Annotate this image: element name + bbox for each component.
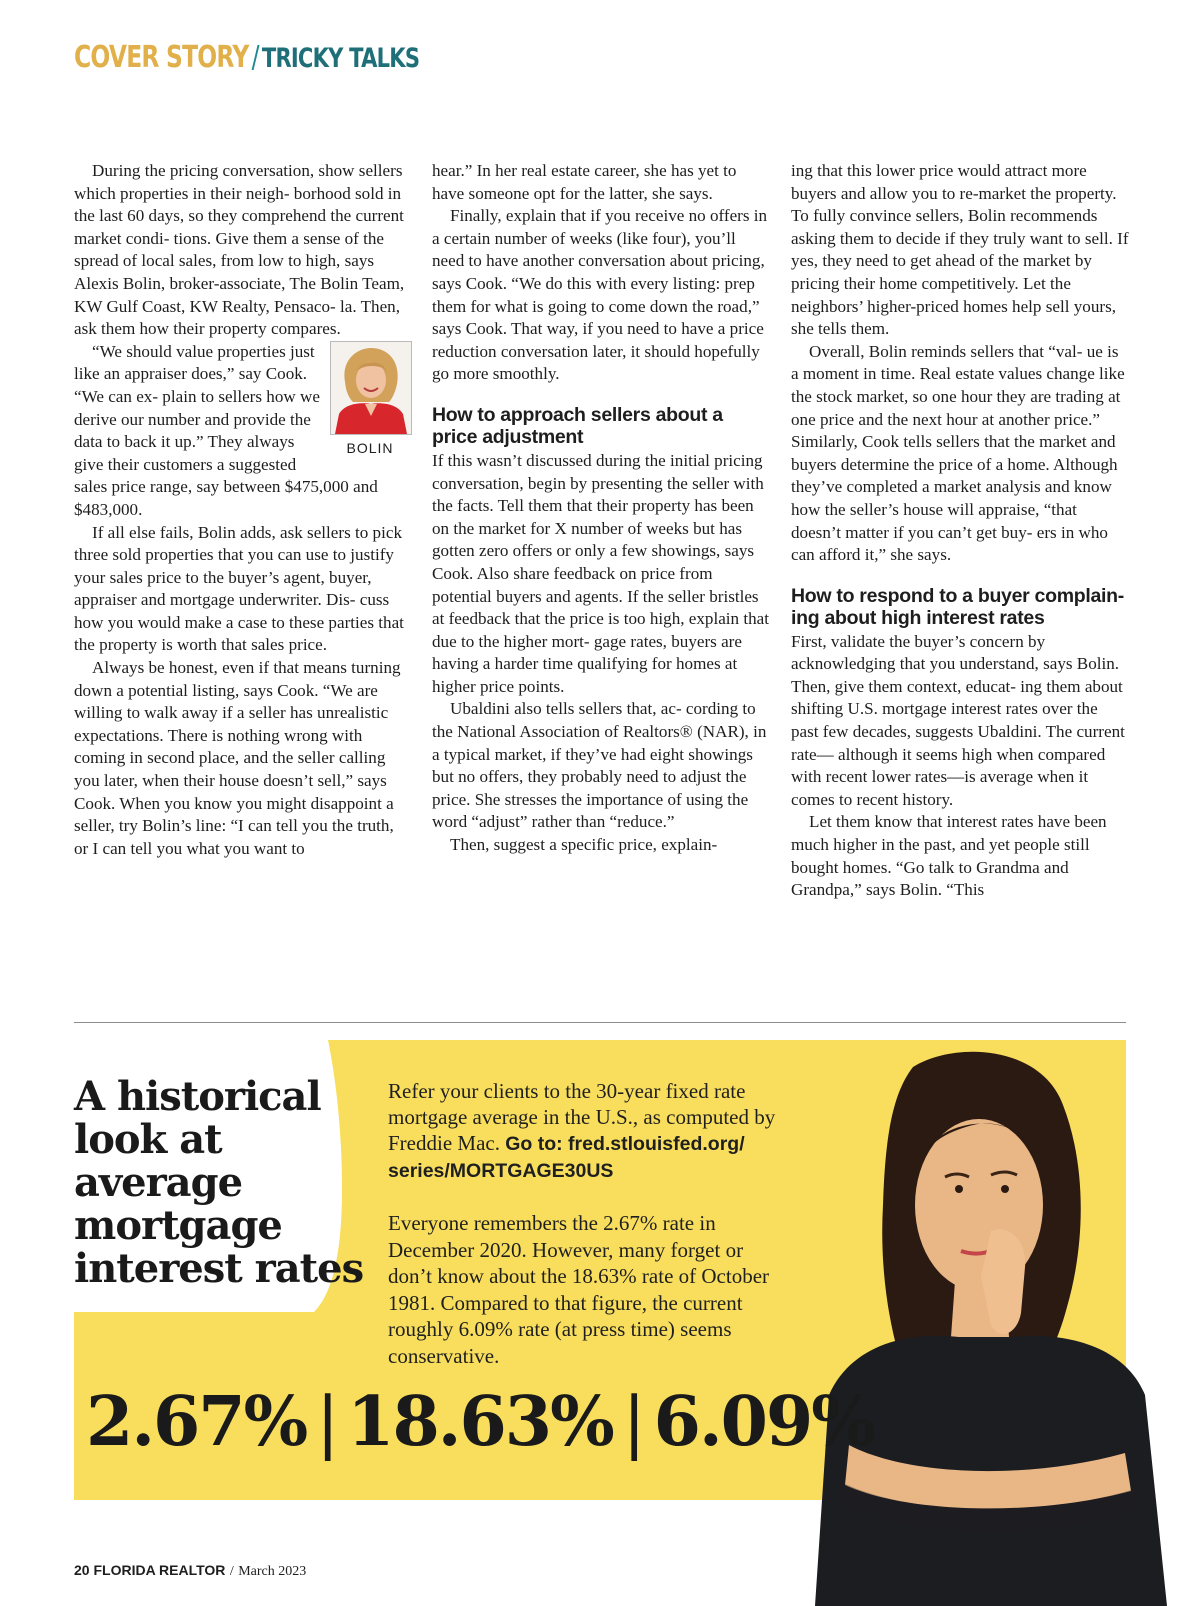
bolin-photo-box: [328, 341, 412, 457]
subheading: How to respond to a buyer complain- ing about high interest rates: [791, 584, 1124, 629]
bolin-portrait-image: [330, 341, 412, 435]
footer-date: March 2023: [238, 1564, 307, 1579]
source-link[interactable]: Go to: fred.stlouisfed.org/ series/MORTGAGE30US: [388, 1133, 745, 1182]
section-divider: [74, 1022, 1126, 1023]
paragraph: Ubaldini also tells sellers that, ac- cording to the National Association of Realtors® (NAR), in a typical market, if they’ve had eight showings but no offers, they probably need to adjust the price. She stresses the importance of using the word “adjust” rather than “reduce.”: [432, 699, 767, 832]
subheading: How to approach sellers about a price adjustment: [432, 403, 723, 448]
rate-separator: |: [622, 1383, 644, 1462]
rate-value: 2.67%: [86, 1382, 307, 1462]
article-column-1: [74, 160, 412, 860]
paragraph: ing that this lower price would attract more buyers and allow you to re-market the property. To fully convince sellers, Bolin recommends asking them to decide if they truly want to sell. If yes, they need to get ahead of the market by pricing their home competitively. Let the neighbors’ higher-priced homes help sell yours, she tells them.: [791, 161, 1129, 339]
rate-value: 6.09%: [653, 1382, 874, 1462]
sidebar-body: Everyone remembers the 2.67% rate in December 2020. However, many forget or don’t know about the 18.63% rate of October 1981. Compared to that figure, the current roughly 6.09% rate (at press time) seems conservative.: [388, 1211, 770, 1368]
paragraph: Overall, Bolin reminds sellers that “val- ue is a moment in time. Real estate values change like the stock market, so one hour they are trading at one price and the next hour at another price.” Similarly, Cook tells sellers that the market and buyers determine the price of a home. Although they’ve completed a market analysis and know how the seller’s house will appraise, “that doesn’t matter if you can’t get buy- ers in who can afford it,” she says.: [791, 341, 1125, 565]
paragraph: First, validate the buyer’s concern by acknowledging that you understand, says Bolin. Then, give them context, educat- ing them about shifting U.S. mortgage interest rates over the past few decades, suggests Ubaldini. The current rate— although it seems high when compared with recent lower rates—is average when it comes to recent history.: [791, 631, 1125, 809]
paragraph: If all else fails, Bolin adds, ask sellers to pick three sold properties that you can use to justify your sales price to the buyer’s agent, buyer, appraiser and mortgage underwriter. Dis- cuss how you would make a case to these parties that the property is worth that sales price.: [74, 522, 404, 655]
paragraph: Then, suggest a specific price, explain-: [450, 835, 718, 855]
paragraph: hear.” In her real estate career, she has yet to have someone opt for the latter, she says.: [432, 161, 737, 203]
article-column-3: [791, 160, 1129, 902]
rate-separator: |: [316, 1383, 338, 1462]
thinking-woman-image: [795, 1045, 1175, 1606]
article-column-2: [432, 160, 770, 857]
photo-caption: BOLIN: [346, 439, 394, 456]
sidebar-title: A historical look at average mortgage interest rates: [74, 1073, 364, 1292]
footer-page-label: 20 FLORIDA REALTOR: [74, 1562, 226, 1578]
page-footer: [74, 1562, 306, 1580]
paragraph: During the pricing conversation, show sellers which properties in their neigh- borhood sold in the last 60 days, so they comprehend the current market condi- tions. Give them a sense of the spread of local sales, from low to high, says Alexis Bolin, broker-associate, The Bolin Team, KW Gulf Coast, KW Realty, Pensaco- la. Then, ask them how their property compares.: [74, 161, 405, 339]
section-title: COVER STORY: [74, 40, 249, 75]
paragraph: Always be honest, even if that means turning down a potential listing, says Cook. “We are willing to walk away if a seller has unrealistic expectations. There is nothing wrong with coming in second place, and the seller calling you later, when their house doesn’t sell,” says Cook. When you know you might disappoint a seller, try Bolin’s line: “I can tell you the truth, or I can tell you what you want to: [74, 658, 401, 858]
sidebar-intro-text: Refer your clients to the 30-year fixed rate mortgage average in the U.S., as computed by Freddie Mac.: [388, 1079, 776, 1155]
section-subtitle: TRICKY TALKS: [261, 43, 420, 74]
paragraph: “We should value properties just like an appraiser does,” say Cook. “We can ex- plain to sellers how we derive our number and provide the data to back it up.” They always give their customers a suggested sales price range, say between $475,000 and $483,000.: [74, 341, 378, 519]
footer-separator: /: [229, 1564, 234, 1579]
sidebar-intro: [388, 1078, 808, 1184]
paragraph: Let them know that interest rates have been much higher in the past, and yet people still bought homes. “Go talk to Grandma and Grandpa,” says Bolin. “This: [791, 812, 1107, 900]
section-separator: /: [251, 40, 259, 75]
rates-banner: [86, 1382, 874, 1462]
paragraph: If this wasn’t discussed during the initial pricing conversation, begin by presenting the seller with the facts. Tell them that their property has been on the market for X number of weeks but has gotten zero offers or only a few showings, says Cook. Also share feedback on price from potential buyers and agents. If the seller bristles at feedback that the price is too high, explain that due to the higher mort- gage rates, buyers are having a harder time qualifying for homes at higher price points.: [432, 450, 770, 696]
section-header: [74, 40, 419, 75]
paragraph: Finally, explain that if you receive no offers in a certain number of weeks (like four), you’ll need to have another conversation about pricing, says Cook. “We do this with every listing: prep them for what is going to come down the road,” says Cook. That way, if you need to have a price reduction conversation later, it should hopefully go more smoothly.: [432, 206, 768, 384]
rate-value: 18.63%: [347, 1382, 613, 1462]
